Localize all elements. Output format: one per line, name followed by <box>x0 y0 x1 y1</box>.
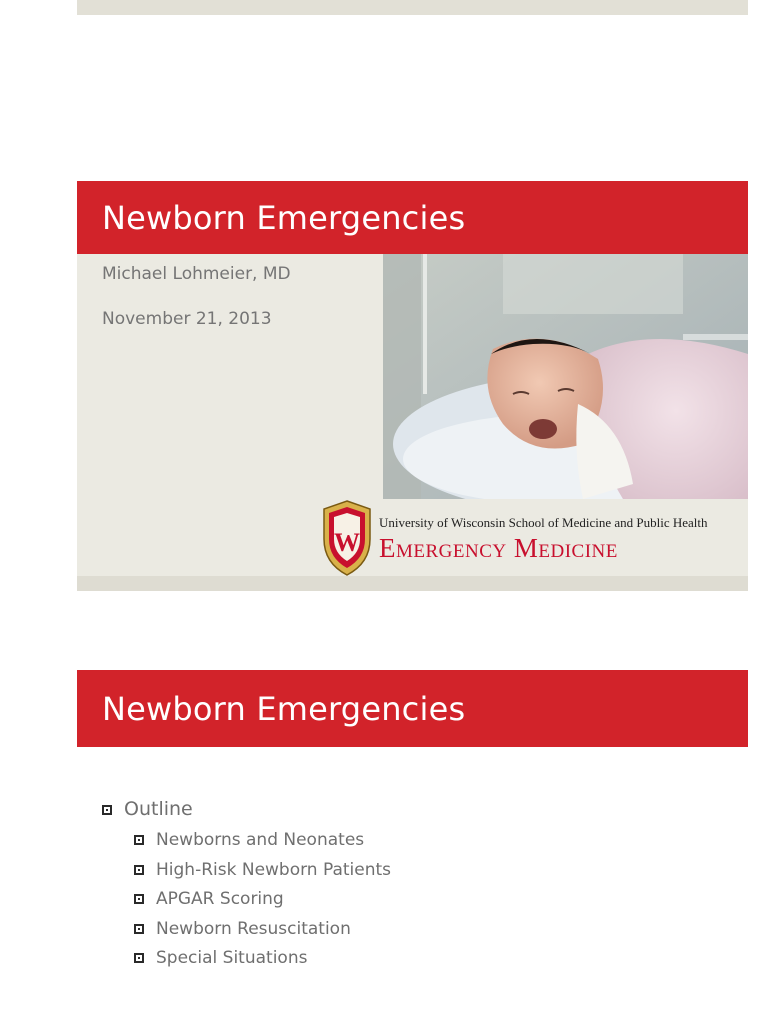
slide-footer-band <box>77 576 748 591</box>
square-bullet-icon <box>102 805 112 815</box>
crest-icon <box>320 499 374 577</box>
title-slide <box>77 181 748 591</box>
author-name: Michael Lohmeier, MD <box>102 264 291 284</box>
list-item: Newborns and Neonates <box>134 830 391 860</box>
title-bar <box>77 670 748 747</box>
previous-slide-edge <box>77 0 748 15</box>
square-bullet-icon <box>134 835 144 845</box>
outline-list <box>134 830 391 978</box>
university-logo <box>320 499 748 577</box>
square-bullet-icon <box>134 924 144 934</box>
newborn-photo <box>383 254 748 499</box>
outline-slide <box>77 670 748 1024</box>
presentation-date: November 21, 2013 <box>102 309 272 329</box>
logo-university-name: University of Wisconsin School of Medicine and Public Health <box>379 515 708 530</box>
outline-heading <box>102 798 193 820</box>
slide-title: Newborn Emergencies <box>102 690 466 728</box>
list-item: Special Situations <box>134 948 391 978</box>
square-bullet-icon <box>134 865 144 875</box>
square-bullet-icon <box>134 894 144 904</box>
list-item: APGAR Scoring <box>134 889 391 919</box>
list-item: High-Risk Newborn Patients <box>134 860 391 890</box>
list-item: Newborn Resuscitation <box>134 919 391 949</box>
newborn-photo-image <box>383 254 748 499</box>
square-bullet-icon <box>134 953 144 963</box>
title-bar <box>77 181 748 254</box>
slide-title: Newborn Emergencies <box>102 199 466 237</box>
outline-label: Outline <box>124 798 193 820</box>
svg-text:W: W <box>334 528 360 557</box>
logo-department-name: Emergency Medicine <box>379 533 618 563</box>
